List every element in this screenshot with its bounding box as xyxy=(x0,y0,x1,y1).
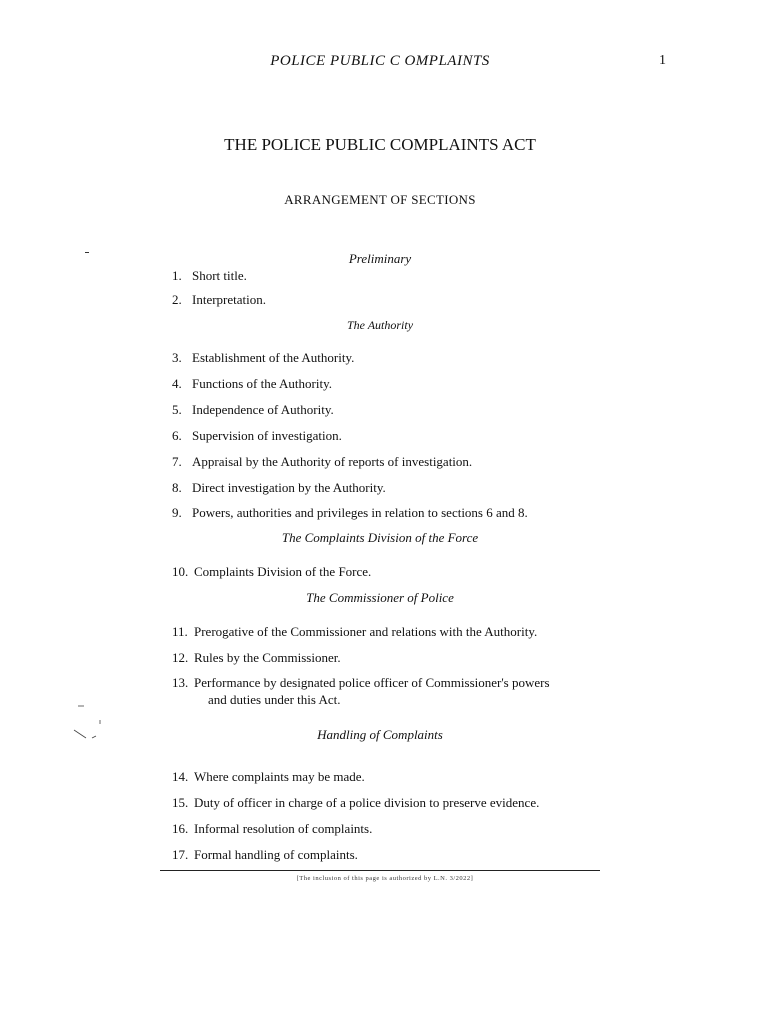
section-number: 9. xyxy=(172,505,182,520)
section-item-16 xyxy=(172,821,372,837)
section-number: 7. xyxy=(172,454,182,469)
heading-authority: The Authority xyxy=(346,318,414,332)
section-item-17 xyxy=(172,847,358,863)
section-number: 4. xyxy=(172,376,182,391)
section-text: Duty of officer in charge of a police division to preserve evidence. xyxy=(194,795,540,810)
section-item-9 xyxy=(172,505,528,521)
footer-rule xyxy=(160,870,600,871)
heading-complaints-division: The Complaints Division of the Force xyxy=(281,530,479,545)
section-number: 6. xyxy=(172,428,182,443)
section-text: Informal resolution of complaints. xyxy=(194,821,373,836)
section-item-4 xyxy=(172,376,332,392)
section-number: 15. xyxy=(172,795,189,810)
section-text: Supervision of investigation. xyxy=(192,428,342,443)
section-text: Performance by designated police officer of Commissioner's powers xyxy=(194,675,550,690)
section-item-5 xyxy=(172,402,334,418)
section-text: Prerogative of the Commissioner and relations with the Authority. xyxy=(194,624,538,639)
act-title: THE POLICE PUBLIC COMPLAINTS ACT xyxy=(224,135,536,154)
heading-preliminary: Preliminary xyxy=(348,251,412,266)
section-number: 13. xyxy=(172,675,189,690)
section-item-11 xyxy=(172,624,537,640)
section-text: Interpretation. xyxy=(192,292,266,307)
section-number: 17. xyxy=(172,847,189,862)
section-item-13-continuation: and duties under this Act. xyxy=(208,692,341,707)
section-item-8 xyxy=(172,480,386,496)
section-item-3 xyxy=(172,350,354,366)
section-item-15 xyxy=(172,795,539,811)
section-number: 10. xyxy=(172,564,189,579)
section-number: 2. xyxy=(172,292,182,307)
section-text: Complaints Division of the Force. xyxy=(194,564,372,579)
section-number: 8. xyxy=(172,480,182,495)
section-text: Functions of the Authority. xyxy=(192,376,332,391)
section-text: Establishment of the Authority. xyxy=(192,350,355,365)
heading-handling: Handling of Complaints xyxy=(317,727,443,742)
section-text: Powers, authorities and privileges in relation to sections 6 and 8. xyxy=(192,505,528,520)
section-number: 12. xyxy=(172,650,189,665)
section-text: Independence of Authority. xyxy=(192,402,334,417)
section-item-6 xyxy=(172,428,342,444)
section-item-13 xyxy=(172,675,550,691)
section-text: Short title. xyxy=(192,268,247,283)
section-item-1 xyxy=(172,268,247,284)
section-item-2 xyxy=(172,292,266,308)
section-text: Appraisal by the Authority of reports of investigation. xyxy=(192,454,473,469)
section-text: Direct investigation by the Authority. xyxy=(192,480,386,495)
section-number: 3. xyxy=(172,350,182,365)
running-header: POLICE PUBLIC C OMPLAINTS xyxy=(270,53,490,69)
section-number: 16. xyxy=(172,821,189,836)
footer-note: [The inclusion of this page is authorized by L.N. 3/2022] xyxy=(296,875,474,882)
section-item-12 xyxy=(172,650,341,666)
arrangement-title: ARRANGEMENT OF SECTIONS xyxy=(284,192,476,207)
section-number: 14. xyxy=(172,769,189,784)
section-item-7 xyxy=(172,454,472,470)
section-number: 11. xyxy=(172,624,188,639)
page-number: 1 xyxy=(659,53,666,68)
section-number: 1. xyxy=(172,268,182,283)
heading-commissioner: The Commissioner of Police xyxy=(306,590,454,605)
section-item-14 xyxy=(172,769,365,785)
section-item-10 xyxy=(172,564,371,580)
section-text: Rules by the Commissioner. xyxy=(194,650,341,665)
section-number: 5. xyxy=(172,402,182,417)
section-text: Formal handling of complaints. xyxy=(194,847,358,862)
section-text: Where complaints may be made. xyxy=(194,769,365,784)
